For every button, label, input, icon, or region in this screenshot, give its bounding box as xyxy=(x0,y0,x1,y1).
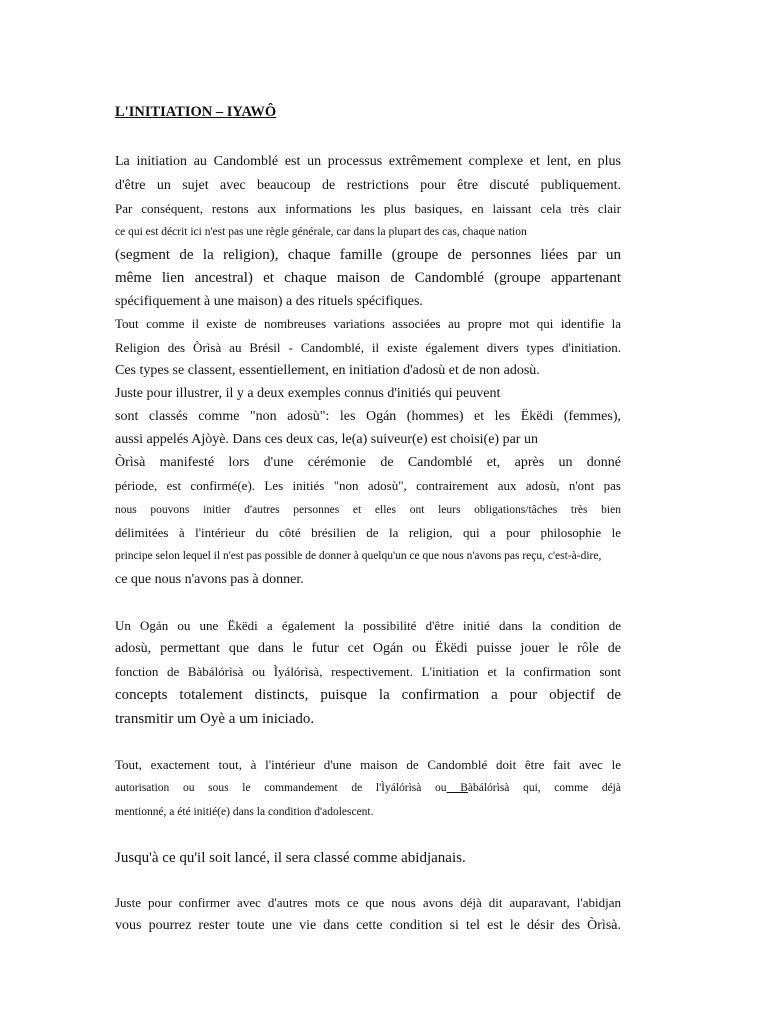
paragraph-1-line-18: principe selon lequel il n'est pas possible de donner à quelqu'un ce que nous n'avons pas reçu, c'est-à-dire, xyxy=(115,550,602,562)
paragraph-1-line-8: Tout comme il existe de nombreuses variations associées au propre mot qui identifie la xyxy=(115,316,621,331)
paragraph-3-line-2-end: àbálórìsà qui, comme déjà xyxy=(467,782,621,794)
paragraph-1-line-13: aussi appelés Ajòyè. Dans ces deux cas, le(a) suiveur(e) est choisi(e) par un xyxy=(115,432,538,447)
paragraph-3-line-3: mentionné, a été initié(e) dans la condition d'adolescent. xyxy=(115,806,374,818)
paragraph-4: Jusqu'à ce qu'il soit lancé, il sera classé comme abidjanais. xyxy=(115,850,466,866)
paragraph-2-line-5: transmitir um Oyè a um iniciado. xyxy=(115,711,315,727)
paragraph-2-line-3: fonction de Bàbálórìsà ou Ìyálórìsà, respectivement. L'initiation et la confirmation sont xyxy=(115,664,621,679)
paragraph-1-line-4: ce qui est décrit ici n'est pas une règle générale, car dans la plupart des cas, chaque nation xyxy=(115,226,527,238)
paragraph-1-line-11: Juste pour illustrer, il y a deux exemples connus d'initiés qui peuvent xyxy=(115,386,501,401)
paragraph-1-line-10: Ces types se classent, essentiellement, en initiation d'adosù et de non adosù. xyxy=(115,363,540,378)
underlined-fragment: B xyxy=(446,782,468,794)
document-title: L'INITIATION – IYAWÔ xyxy=(115,104,277,120)
paragraph-3-line-2 xyxy=(115,780,621,796)
paragraph-1-line-6: même lien ancestral) et chaque maison de Candomblé (groupe appartenant xyxy=(115,270,621,286)
paragraph-2-line-1: Un Ogán ou une Ëkëdi a également la possibilité d'être initié dans la condition de xyxy=(115,618,621,633)
paragraph-1-line-19: ce que nous n'avons pas à donner. xyxy=(115,572,304,587)
paragraph-2-line-2: adosù, permettant que dans le futur cet Ogán ou Ëkëdi puisse jouer le rôle de xyxy=(115,641,621,656)
paragraph-1-line-12: sont classés comme "non adosù": les Ogán (hommes) et les Ëkëdi (femmes), xyxy=(115,409,621,424)
paragraph-1-line-2: d'être un sujet avec beaucoup de restrictions pour être discuté publiquement. xyxy=(115,178,621,193)
paragraph-1-line-16: nous pouvons initier d'autres personnes et elles ont leurs obligations/tâches très bien xyxy=(115,504,621,516)
paragraph-2-line-4: concepts totalement distincts, puisque la confirmation a pour objectif de xyxy=(115,687,621,703)
paragraph-1-line-15: période, est confirmé(e). Les initiés "non adosù", contrairement aux adosù, n'ont pas xyxy=(115,478,621,493)
paragraph-3-line-2-start: autorisation ou sous le commandement de l'Ìyálórìsà ou xyxy=(115,782,447,794)
paragraph-5-line-2: vous pourrez rester toute une vie dans cette condition si tel est le désir des Òrìsà. xyxy=(115,918,621,933)
paragraph-1-line-14: Òrìsà manifesté lors d'une cérémonie de Candomblé et, après un donné xyxy=(115,455,621,470)
paragraph-3-line-1: Tout, exactement tout, à l'intérieur d'une maison de Candomblé doit être fait avec le xyxy=(115,757,621,772)
paragraph-1-line-17: délimitées à l'intérieur du côté brésilien de la religion, qui a pour philosophie le xyxy=(115,525,621,540)
paragraph-5-line-1: Juste pour confirmer avec d'autres mots ce que nous avons déjà dit auparavant, l'abidjan xyxy=(115,895,621,910)
paragraph-1-line-9: Religion des Òrìsà au Brésil - Candomblé, il existe également divers types d'initiation. xyxy=(115,340,621,355)
paragraph-1-line-5: (segment de la religion), chaque famille (groupe de personnes liées par un xyxy=(115,247,621,263)
paragraph-1-line-3: Par conséquent, restons aux informations les plus basiques, en laissant cela très clair xyxy=(115,201,621,216)
paragraph-1-line-7: spécifiquement à une maison) a des rituels spécifiques. xyxy=(115,294,423,309)
paragraph-1-line-1: La initiation au Candomblé est un processus extrêmement complexe et lent, en plus xyxy=(115,154,621,169)
